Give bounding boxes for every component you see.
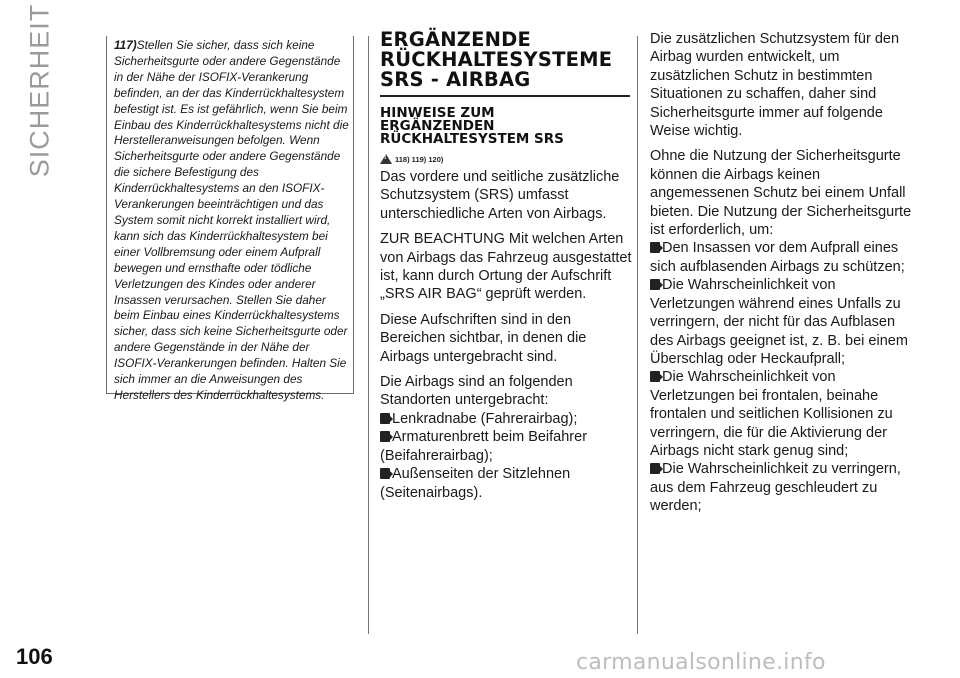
- list-item: [380, 410, 632, 428]
- column-middle: [380, 30, 632, 502]
- bullet-icon: [650, 463, 660, 474]
- column-right: [650, 30, 912, 516]
- warning-box: [106, 36, 354, 402]
- list-item-text: Außenseiten der Sitzlehnen (Seitenairbags).: [380, 466, 571, 501]
- list-item-text: Die Wahrscheinlichkeit von Verletzungen während eines Unfalls zu verringern, der nicht für das Aufblasen des Airbags geeignet ist, z. B. bei einem Überschlag oder Heckaufprall;: [650, 277, 908, 367]
- list-item: [650, 239, 912, 276]
- body-paragraph: Die zusätzlichen Schutzsystem für den Airbag wurden entwickelt, um zusätzlichen Schutz in bestimmten Situationen zu schaffen, daher sind Sicherheitsgurte immer auf folgende Weise wichtig.: [650, 31, 900, 140]
- list-item-text: Die Wahrscheinlichkeit zu verringern, aus dem Fahrzeug geschleudert zu werden;: [650, 461, 901, 515]
- list-item-text: Lenkradnabe (Fahrerairbag);: [392, 410, 578, 427]
- body-paragraph: Das vordere und seitliche zusätzliche Schutzsystem (SRS) umfasst unterschiedliche Arten von Airbags.: [380, 169, 620, 222]
- bullet-icon: [650, 371, 660, 382]
- body-paragraph: Ohne die Nutzung der Sicherheitsgurte können die Airbags keinen angemessenen Schutz bei einem Unfall bieten. Die Nutzung der Sicherheitsgurte ist erforderlich, um:: [650, 148, 912, 239]
- bullet-icon: [650, 242, 660, 253]
- list-item-text: Armaturenbrett beim Beifahrer (Beifahrerairbag);: [380, 429, 588, 464]
- bullet-icon: [650, 279, 660, 290]
- list-item-text: Den Insassen vor dem Aufprall eines sich aufblasenden Airbags zu schützen;: [650, 240, 905, 275]
- body-paragraph: Die Airbags sind an folgenden Standorten untergebracht:: [380, 374, 573, 409]
- list-item: [380, 465, 632, 502]
- warning-reference-numbers: 118) 119) 120): [395, 155, 444, 164]
- section-heading: [380, 107, 632, 146]
- warning-text: Stellen Sie sicher, dass sich keine Sicherheitsgurte oder andere Gegenstände in der Nähe der ISOFIX-Verankerung befinden, an der das Kinderrückhaltesystem befestigt ist. Es ist gefährlich, wenn Sie beim Einbau des Kinderrückhaltesystems nicht die Herstelleranweisungen befolgen. Wenn Sicherheitsgurte oder andere Gegenstände die sichere Befestigung des Kinderrückhaltesystems an den ISOFIX-Verankerungen beeinträchtigen und das System somit nicht korrekt installiert wird, kann sich das Kinderrückhaltesystem bei einer Vollbremsung oder einem Aufprall bewegen und ernsthafte oder tödliche Verletzungen des Kindes oder anderer Insassen verursachen. Stellen Sie daher beim Einbau eines Kinderrückhaltesystems sicher, dass sich keine Sicherheitsgurte oder andere Gegenstände in der Nähe der ISOFIX-Verankerungen befinden. Halten Sie sich immer an die Anweisungen des Herstellers des Kinderrückhaltesystems.: [114, 38, 349, 402]
- chapter-heading: [380, 30, 632, 90]
- list-item: [650, 276, 912, 368]
- warning-number: 117): [114, 38, 137, 52]
- section-heading-line: RÜCKHALTESYSTEM SRS: [380, 131, 564, 147]
- body-paragraph: ZUR BEACHTUNG Mit welchen Arten von Airbags das Fahrzeug ausgestattet ist, kann durch Ortung der Aufschrift „SRS AIR BAG“ geprüft werden.: [380, 231, 632, 303]
- warning-paragraph: [114, 38, 349, 404]
- bullet-icon: [380, 431, 390, 442]
- section-heading-line: ERGÄNZENDEN: [380, 118, 495, 134]
- bullet-icon: [380, 468, 390, 479]
- column-divider: [368, 36, 369, 634]
- list-item-text: Die Wahrscheinlichkeit von Verletzungen bei frontalen, beinahe frontalen und seitlichen Kollisionen zu verringern, die für die Aktivierung der Airbags nicht stark genug sind;: [650, 369, 893, 459]
- chapter-heading-line: ERGÄNZENDE: [380, 28, 532, 51]
- warning-triangle-icon: [380, 154, 392, 164]
- list-item: [650, 460, 912, 515]
- warning-references: [380, 150, 632, 164]
- column-divider: [637, 36, 638, 634]
- chapter-heading-line: RÜCKHALTESYSTEME: [380, 48, 613, 71]
- section-heading-line: HINWEISE ZUM: [380, 105, 495, 121]
- watermark: carmanualsonline.info: [576, 650, 826, 675]
- bullet-icon: [380, 413, 390, 424]
- list-item: [380, 428, 632, 465]
- chapter-heading-line: SRS - AIRBAG: [380, 68, 531, 91]
- body-paragraph: Diese Aufschriften sind in den Bereichen sichtbar, in denen die Airbags untergebracht sind.: [380, 311, 587, 365]
- section-title-vertical: [4, 3, 76, 177]
- list-item: [650, 368, 912, 460]
- page-number: 106: [16, 644, 53, 669]
- section-title-text: SICHERHEIT: [24, 3, 55, 177]
- heading-rule: [380, 95, 630, 97]
